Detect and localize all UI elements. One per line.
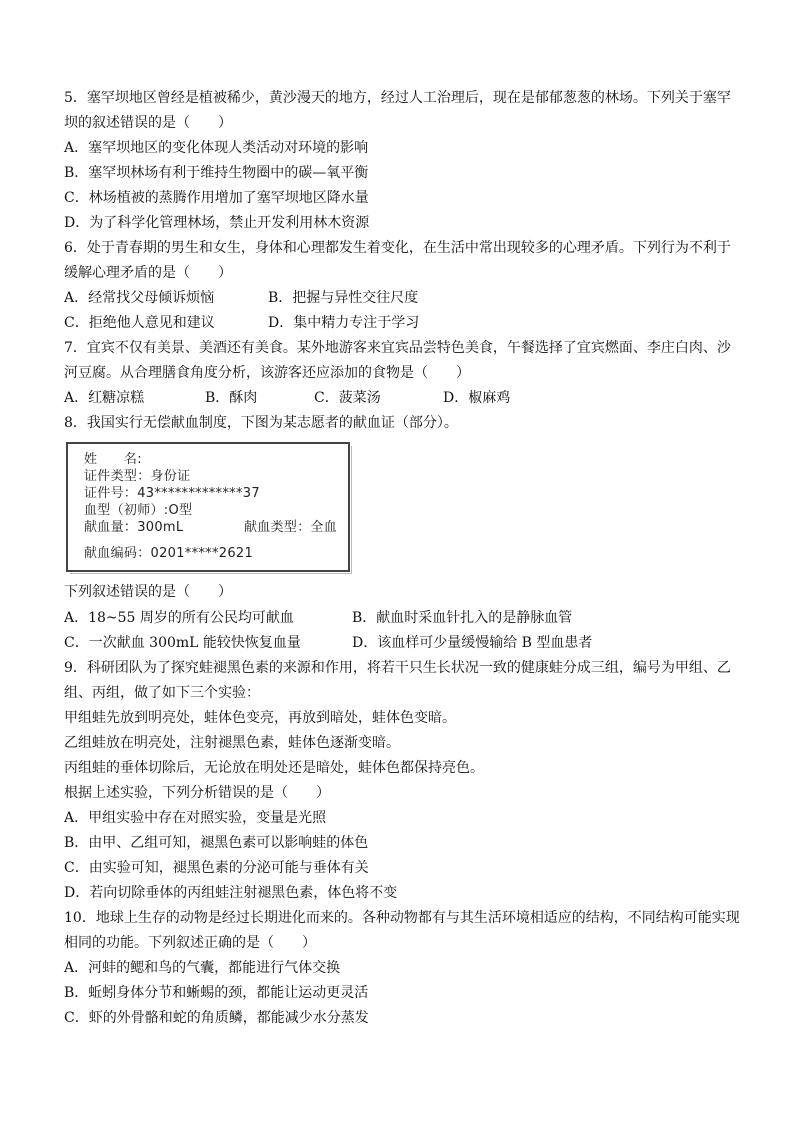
q10-option-a: A．河蚌的鳃和鸟的气囊，都能进行气体交换 [64, 960, 341, 976]
q8-stem-line1: 8．我国实行无偿献血制度，下图为某志愿者的献血证（部分）。 [64, 415, 458, 431]
q6-stem-line2: 缓解心理矛盾的是（ ） [64, 265, 232, 281]
certificate-scan-edge [351, 446, 355, 574]
q9-stem-line3: 根据上述实验，下列分析错误的是（ ） [64, 785, 330, 801]
q5-option-b: B．塞罕坝林场有利于维持生物圈中的碳—氧平衡 [64, 165, 369, 181]
certificate-scan-edge-bottom [70, 573, 352, 576]
q5-stem-line2: 坝的叙述错误的是（ ） [64, 115, 232, 131]
q8-option-c: C．一次献血 300mL 能较快恢复血量 [64, 635, 301, 651]
q5-option-a: A．塞罕坝地区的变化体现人类活动对环境的影响 [64, 140, 369, 156]
q10-option-b: B．蚯蚓身体分节和蜥蜴的颈，都能让运动更灵活 [64, 985, 369, 1001]
q7-option-d: D．椒麻鸡 [443, 390, 511, 406]
q9-experiment-3: 丙组蛙的垂体切除后，无论放在明处还是暗处，蛙体色都保持亮色。 [64, 760, 484, 776]
q7-option-b: B．酥肉 [205, 390, 258, 406]
q9-stem-line2: 组、丙组，做了如下三个实验： [64, 685, 260, 701]
q6-option-a: A．经常找父母倾诉烦恼 [64, 290, 215, 306]
q7-option-c: C．菠菜汤 [314, 390, 381, 406]
q6-option-d: D．集中精力专注于学习 [268, 315, 420, 331]
certificate-name: 姓 名: [84, 452, 142, 467]
q5-option-c: C．林场植被的蒸腾作用增加了塞罕坝地区降水量 [64, 190, 369, 206]
certificate-id-number: 证件号：43*************37 [84, 486, 260, 501]
certificate-id-type: 证件类型：身份证 [84, 469, 191, 484]
q10-stem-line1: 10．地球上生存的动物是经过长期进化而来的。各种动物都有与其生活环境相适应的结构，不同结构可能实现 [64, 910, 740, 926]
certificate-blood-type: 血型（初师）:O型 [84, 503, 193, 518]
q9-experiment-1: 甲组蛙先放到明亮处，蛙体色变亮，再放到暗处，蛙体色变暗。 [64, 710, 456, 726]
q9-option-d: D．若向切除垂体的丙组蛙注射褪黑色素，体色将不变 [64, 885, 398, 901]
q9-option-a: A．甲组实验中存在对照实验，变量是光照 [64, 810, 327, 826]
q10-stem-line2: 相同的功能。下列叙述正确的是（ ） [64, 935, 316, 951]
certificate-volume: 献血量：300mL [84, 520, 184, 535]
q6-stem-line1: 6．处于青春期的男生和女生，身体和心理都发生着变化，在生活中常出现较多的心理矛盾。下列行为不利于 [64, 240, 731, 256]
q9-option-b: B．由甲、乙组可知，褪黑色素可以影响蛙的体色 [64, 835, 369, 851]
q8-stem-line2: 下列叙述错误的是（ ） [64, 584, 232, 600]
q8-option-b: B．献血时采血针扎入的是静脉血管 [352, 610, 573, 626]
q9-option-c: C．由实验可知，褪黑色素的分泌可能与垂体有关 [64, 860, 369, 876]
q5-option-d: D．为了科学化管理林场，禁止开发利用林木资源 [64, 215, 370, 231]
q9-stem-line1: 9．科研团队为了探究蛙褪黑色素的来源和作用，将若干只生长状况一致的健康蛙分成三组，编号为甲组、乙 [64, 660, 731, 676]
q7-stem-line2: 河豆腐。从合理膳食角度分析，该游客还应添加的食物是（ ） [64, 365, 470, 381]
certificate-code: 献血编码：0201*****2621 [84, 546, 254, 561]
q10-option-c: C．虾的外骨骼和蛇的角质鳞，都能减少水分蒸发 [64, 1010, 369, 1026]
q8-option-a: A．18~55 周岁的所有公民均可献血 [64, 610, 294, 626]
q5-stem-line1: 5．塞罕坝地区曾经是植被稀少，黄沙漫天的地方，经过人工治理后，现在是郁郁葱葱的林场。下列关于塞罕 [64, 90, 731, 106]
q7-stem-line1: 7．宜宾不仅有美景、美酒还有美食。某外地游客来宜宾品尝特色美食，午餐选择了宜宾燃面、李庄白肉、沙 [64, 340, 731, 356]
q9-experiment-2: 乙组蛙放在明亮处，注射褪黑色素，蛙体色逐渐变暗。 [64, 735, 400, 751]
q8-option-d: D．该血样可少量缓慢输给 B 型血患者 [352, 635, 593, 651]
q6-option-b: B．把握与异性交往尺度 [268, 290, 419, 306]
certificate-donation-type: 献血类型：全血 [244, 520, 338, 535]
q7-option-a: A．红糖凉糕 [64, 390, 145, 406]
q6-option-c: C．拒绝他人意见和建议 [64, 315, 215, 331]
